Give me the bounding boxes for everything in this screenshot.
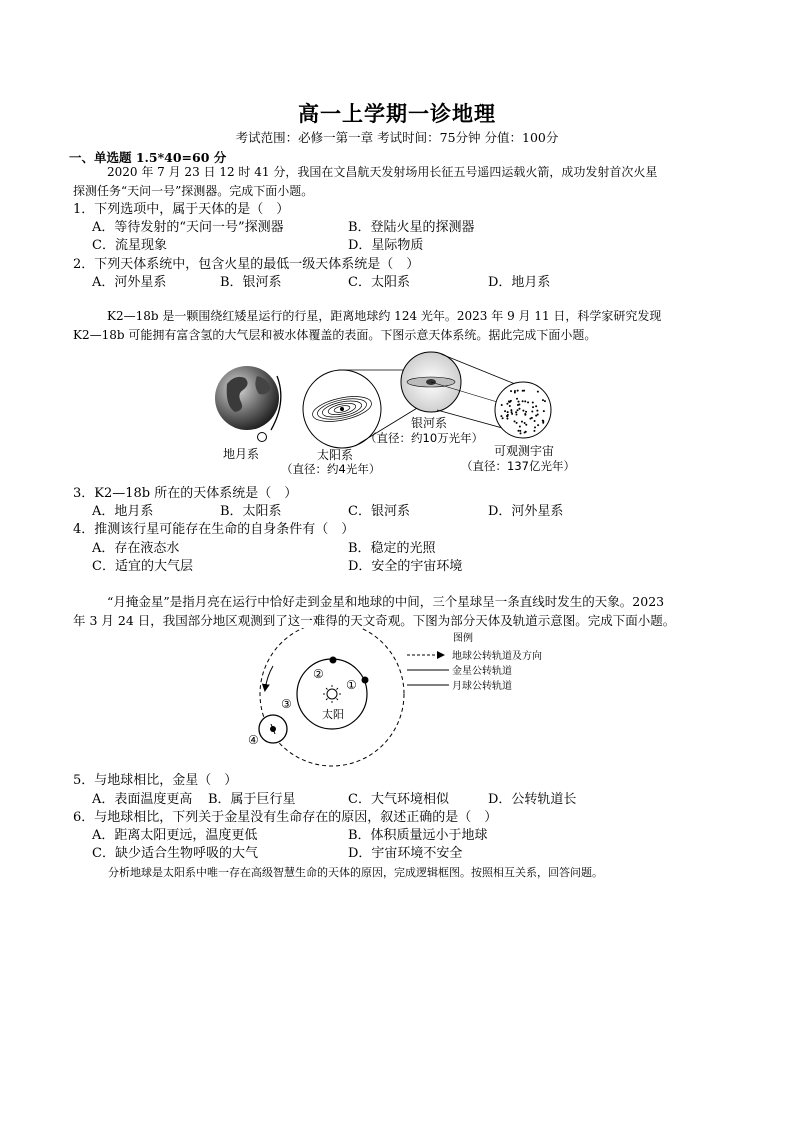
para-line: 探测任务“天问一号”探测器。完成下面小题。 xyxy=(73,184,314,198)
label-universe-diameter: （直径：137亿光年） xyxy=(461,459,575,473)
galaxy-dot xyxy=(522,400,524,402)
intro-paragraph-1 xyxy=(73,163,753,201)
intro-paragraph-3 xyxy=(73,592,753,630)
q4-option-d: D．安全的宇宙环境 xyxy=(348,559,463,574)
galaxy-dot xyxy=(536,410,538,412)
intro-paragraph-4: 分析地球是太阳系中唯一存在高级智慧生命的天体的原因，完成逻辑框图。按照相互关系，回答问题。 xyxy=(108,866,603,879)
orbit-direction-arrow xyxy=(265,666,273,690)
galaxy-dot xyxy=(511,411,513,413)
label-universe: 可观测宇宙 xyxy=(494,444,555,458)
q4-option-a: A．存在液态水 xyxy=(92,541,180,556)
q5-option-c: C．大气环境相似 xyxy=(348,792,449,807)
galaxy-dot xyxy=(511,413,513,415)
galaxy-dot xyxy=(522,410,524,412)
galaxy-dot xyxy=(525,431,527,433)
galaxy-dot xyxy=(532,402,534,404)
galaxy-dot xyxy=(500,415,502,417)
galaxy-dot xyxy=(534,426,536,428)
galaxy-dot xyxy=(535,405,537,407)
para-line: 年 3 月 24 日，我国部分地区观测到了这一难得的天文奇观。下图为部分天体及轨道示意图。完成下面小题。 xyxy=(73,613,676,628)
position-3-label: ③ xyxy=(281,697,292,711)
q4-option-c: C．适宜的大气层 xyxy=(92,559,193,574)
galaxy-dot xyxy=(510,409,512,411)
exam-info: 考试范围：必修一第一章 考试时间：75分钟 分值：100分 xyxy=(235,130,559,145)
q2-option-c: C．太阳系 xyxy=(348,275,410,290)
orbit-diagram xyxy=(245,628,545,768)
question-1-stem: 1．下列选项中，属于天体的是（ ） xyxy=(73,202,290,217)
galaxy-dot xyxy=(507,411,509,413)
galaxy-dot xyxy=(531,410,533,412)
q6-option-d: D．宇宙环境不安全 xyxy=(348,846,463,861)
galaxy-dot xyxy=(519,430,521,432)
label-galaxy-diameter: （直径：约10万光年） xyxy=(365,431,484,445)
legend-moon-orbit: 月球公转轨道 xyxy=(452,681,512,692)
galaxy-dot xyxy=(510,390,512,392)
galaxy-dot xyxy=(543,410,545,412)
sun-symbol xyxy=(323,685,341,703)
legend-venus-orbit: 金星公转轨道 xyxy=(452,666,512,677)
moon xyxy=(258,433,267,442)
galaxy-dot xyxy=(516,398,518,400)
galaxy-dot xyxy=(524,413,526,415)
q1-option-d: D．星际物质 xyxy=(348,238,424,253)
q2-option-d: D．地月系 xyxy=(488,275,551,290)
q1-option-b: B．登陆火星的探测器 xyxy=(348,220,475,235)
galaxy-dot xyxy=(525,424,527,426)
q6-option-a: A．距离太阳更远，温度更低 xyxy=(92,828,258,843)
label-solar-diameter: （直径：约4光年） xyxy=(281,462,381,476)
celestial-systems-diagram xyxy=(205,346,595,480)
galaxy-dot xyxy=(544,400,546,402)
question-2-stem: 2．下列天体系统中，包含火星的最低一级天体系统是（ ） xyxy=(73,257,420,272)
q3-option-d: D．河外星系 xyxy=(488,504,564,519)
sun-dot xyxy=(340,407,344,411)
galaxy-dot xyxy=(517,430,519,432)
question-6-stem: 6．与地球相比，下列关于金星没有生命存在的原因，叙述正确的是（ ） xyxy=(73,810,498,825)
galaxy-dot xyxy=(524,400,526,402)
galaxy-dot xyxy=(514,420,516,422)
galaxy-dot xyxy=(525,411,527,413)
legend-earth-orbit: 地球公转轨道及方向 xyxy=(452,651,542,662)
galaxy-dot xyxy=(537,424,539,426)
q3-option-a: A．地月系 xyxy=(92,504,154,519)
galaxy-dot xyxy=(535,415,537,417)
galaxy-dot xyxy=(529,418,531,420)
q6-option-b: B．体积质量远小于地球 xyxy=(348,828,488,843)
galaxy-dot xyxy=(515,414,517,416)
galaxy-dot xyxy=(516,422,518,424)
venus-dot xyxy=(362,677,369,684)
galaxy-dot xyxy=(520,432,522,434)
label-solar-system: 太阳系 xyxy=(317,448,354,462)
section-heading: 一、单选题 1.5*40=60 分 xyxy=(69,150,227,165)
para-line: K2—18b 是一颗围绕红矮星运行的行星，距离地球约 124 光年。2023 年 9 月 11 日，科学家研究发现 xyxy=(107,309,662,323)
question-3-stem: 3．K2—18b 所在的天体系统是（ ） xyxy=(73,486,298,501)
galaxy-dot xyxy=(509,405,511,407)
galaxy-dot xyxy=(518,408,520,410)
galaxy-dot xyxy=(507,414,509,416)
galaxy-dot xyxy=(515,411,517,413)
para-line: 2020 年 7 月 23 日 12 时 41 分，我国在文昌航天发射场用长征五号遥四运载火箭，成功发射首次火星 xyxy=(107,165,658,179)
galaxy-dot xyxy=(537,391,539,393)
galaxy-dot xyxy=(521,421,523,423)
q2-option-a: A．河外星系 xyxy=(92,275,167,290)
galaxy-dot xyxy=(517,390,519,392)
galaxy-dot xyxy=(514,390,516,392)
q6-option-c: C．缺少适合生物呼吸的大气 xyxy=(92,846,258,861)
q5-option-a: A．表面温度更高 xyxy=(92,792,193,807)
venus-dot xyxy=(330,657,337,664)
q2-option-b: B．银河系 xyxy=(220,275,282,290)
galaxy-dot xyxy=(517,409,519,411)
galaxy-dot xyxy=(532,406,534,408)
galaxy-dot xyxy=(517,404,519,406)
galaxy-dot xyxy=(508,400,510,402)
para-line: K2—18b 可能拥有富含氢的大气层和被水体覆盖的表面。下图示意天体系统。据此完成下面小题。 xyxy=(73,328,597,342)
q1-option-c: C．流星现象 xyxy=(92,238,167,253)
galaxy-dot xyxy=(518,401,520,403)
galaxy-dot xyxy=(502,417,504,419)
q1-option-a: A．等待发射的“天问一号”探测器 xyxy=(92,220,284,235)
sun-label: 太阳 xyxy=(322,708,344,721)
galaxy-dot xyxy=(534,420,536,422)
q5-option-b: B．属于巨行星 xyxy=(208,792,296,807)
q3-option-c: C．银河系 xyxy=(348,504,410,519)
galaxy-dot xyxy=(527,401,529,403)
galaxy-dot xyxy=(542,422,544,424)
intro-paragraph-2 xyxy=(73,307,753,345)
galaxy-dot xyxy=(519,425,521,427)
q4-option-b: B．稳定的光照 xyxy=(348,541,436,556)
question-5-stem: 5．与地球相比，金星（ ） xyxy=(73,773,238,788)
position-2-label: ② xyxy=(313,667,324,681)
question-4-stem: 4．推测该行星可能存在生命的自身条件有（ ） xyxy=(73,522,355,537)
galaxy-dot xyxy=(533,430,535,432)
q3-option-b: B．太阳系 xyxy=(220,504,282,519)
earth-globe xyxy=(215,366,279,430)
galaxy-dot xyxy=(506,418,508,420)
para-line: “月掩金星”是指月亮在运行中恰好走到金星和地球的中间，三个星球呈一条直线时发生的天象。2023 xyxy=(107,594,665,609)
galaxy-dot xyxy=(524,422,526,424)
label-galaxy: 银河系 xyxy=(411,416,448,430)
galaxy-dot xyxy=(506,403,508,405)
galaxy-dot xyxy=(522,390,524,392)
page-title: 高一上学期一诊地理 xyxy=(298,101,496,126)
galaxy-dot xyxy=(504,410,506,412)
label-earth-moon: 地月系 xyxy=(223,447,260,461)
galaxy-dot xyxy=(501,404,503,406)
position-1-label: ① xyxy=(346,678,357,692)
q5-option-d: D．公转轨道长 xyxy=(488,792,577,807)
position-4-label: ④ xyxy=(248,733,259,747)
legend-title: 图例 xyxy=(453,633,473,644)
galaxy-dot xyxy=(542,399,544,401)
